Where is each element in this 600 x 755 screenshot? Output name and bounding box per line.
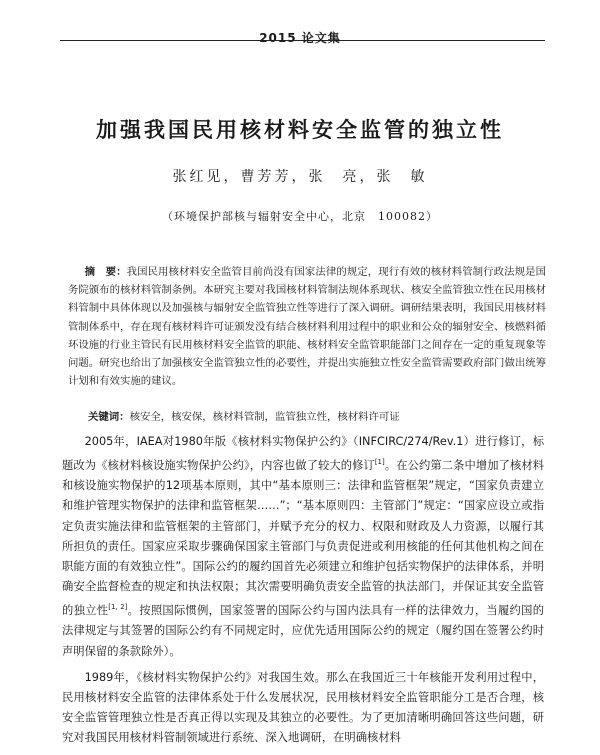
- paper-title: 加强我国民用核材料安全监管的独立性: [96, 117, 504, 142]
- paper-authors: 张红见，曹芳芳，张 亮，张 敏: [172, 169, 428, 185]
- keywords-label: 关键词：: [88, 411, 130, 423]
- body-text: [62, 432, 544, 755]
- abstract-label: 摘 要：: [84, 266, 127, 278]
- running-header-title: 2015 论文集: [255, 31, 345, 45]
- running-header: [0, 30, 600, 44]
- paper-affiliation: （环境保护部核与辐射安全中心，北京 100082）: [162, 210, 438, 223]
- paragraph-1-part-a: 2005年，IAEA对1980年版《核材料实物保护公约》（INFCIRC/274/Rev.1）进行修订，标题改为《核材料核设施实物保护公约》，内容也做了较大的修订: [62, 435, 544, 472]
- citation-2: [1, 2]: [108, 603, 128, 612]
- abstract: [68, 263, 546, 390]
- keywords: [88, 408, 558, 426]
- abstract-text: 我国民用核材料安全监管目前尚没有国家法律的规定，现行有效的核材料管制行政法规是国务院颁布的核材料管制条例。本研究主要对我国核材料管制法规体系现状、核安全监管独立性在民用核材料管制中具体体现以及加强核与辐射安全监管独立性等进行了深入调研。调研结果表明，我国民用核材料管制体系中，存在现有核材料许可证颁发没有结合核材料利用过程中的职业和公众的辐射安全、核燃料循环设施的行业主管民有民用核材料安全监管的职能、核材料安全监管职能部门之间存在一定的重复现象等问题。研究也给出了加强核安全监管独立性的必要性，并提出实施独立性安全监管需要政府部门做出统筹计划和有效实施的建议。: [68, 266, 546, 388]
- citation-1: [1]: [374, 458, 385, 467]
- keywords-text: 核安全，核安保，核材料管制，监管独立性，核材料许可证: [129, 411, 400, 423]
- paragraph-1-part-b: 。在公约第二条中增加了核材料和核设施实物保护的12项基本原则，其中“基本原则三：法律和监管框架”规定，“国家负责建立和维护管理实物保护的法律和监管框架……”；“基本原则四：主管部门”规定：“国家应设立或指定负责实施法律和监管框架的主管部门，并赋予充分的权力、权限和财政及人力资源，以履行其所担负的责任。国家应采取步骤确保国家主管部门与负责促进或利用核能的任何其他机构之间在职能方面的有效独立性”。国际公约的履约国首先必须建立和维护包括实物保护的法律体系，并明确安全监督检查的规定和执法权限；其次需要明确负责安全监管的执法部门，并保证其安全监管的独立性: [62, 458, 544, 618]
- paragraph-2: 1989年，《核材料实物保护公约》对我国生效。那么在我国近三十年核能开发利用过程中，民用核材料安全监管的法律体系处于什么发展状况，民用核材料安全监管职能分工是否合理，核安全监管管理独立性是否真正得以实现及其独立的必要性。为了更加清晰明确回答这些问题，研究对我国民用核材料管制领域进行系统、深入地调研，在明确核材料: [62, 670, 544, 745]
- header-rule: [60, 40, 545, 41]
- paragraph-1-part-c: 。按照国际惯例，国家签署的国际公约与国内法具有一样的法律效力，当履约国的法律规定与其签署的国际公约有不同规定时，应优先适用国际公约的规定（履约国在签署公约时声明保留的条款除外）。: [62, 604, 544, 658]
- paragraph-1: [62, 432, 544, 662]
